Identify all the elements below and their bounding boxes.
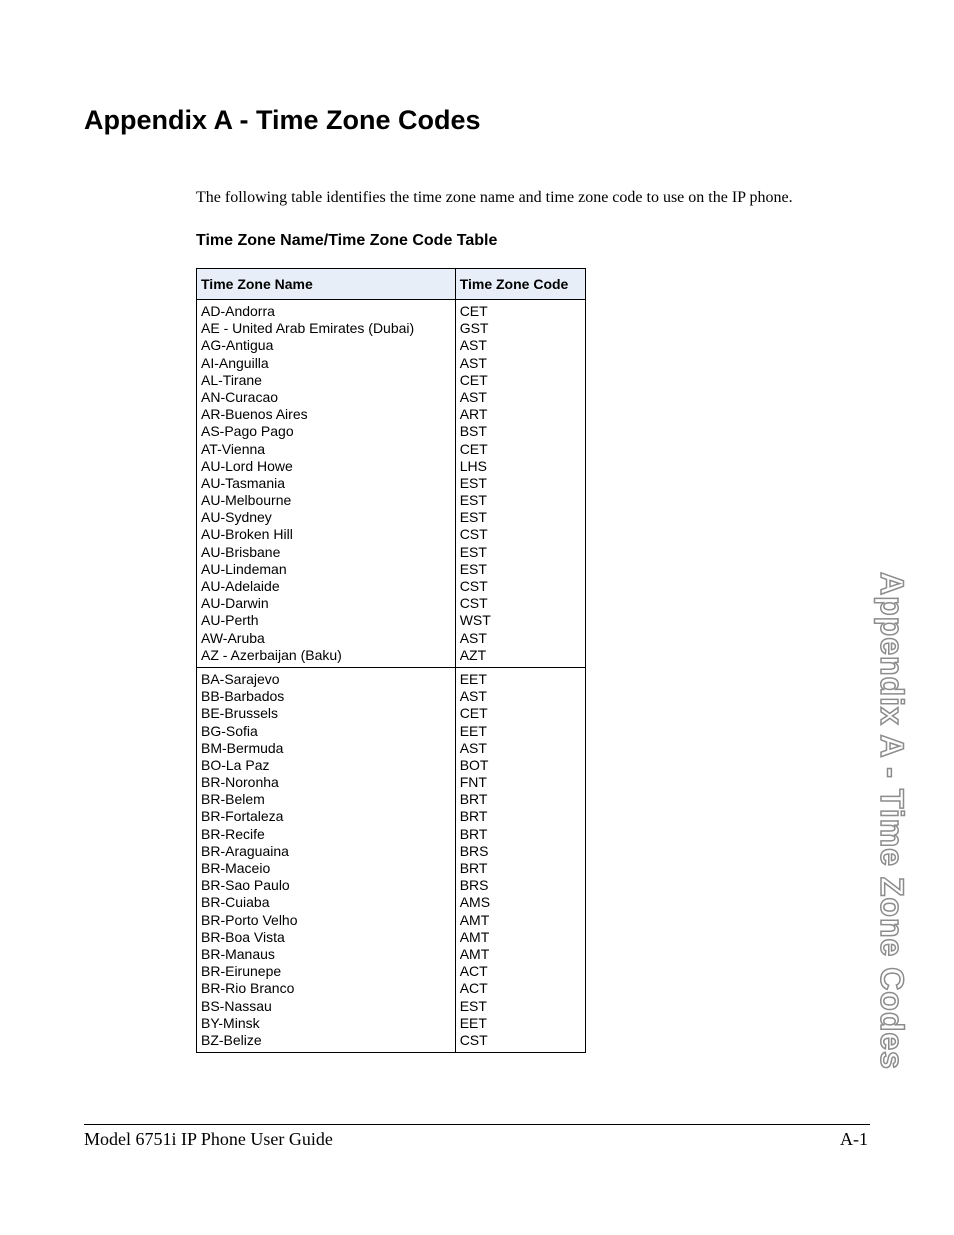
header-time-zone-name: Time Zone Name	[197, 269, 456, 300]
time-zone-name: AN-Curacao	[201, 388, 279, 405]
time-zone-code: CST	[459, 526, 488, 543]
time-zone-name: BR-Fortaleza	[201, 808, 284, 825]
page-title: Appendix A - Time Zone Codes	[84, 105, 481, 135]
time-zone-name: BR-Porto Velho	[201, 911, 298, 928]
time-zone-name: AL-Tirane	[201, 371, 262, 388]
time-zone-code: EET	[459, 1014, 487, 1031]
time-zone-code: CST	[459, 578, 488, 594]
header-time-zone-code: Time Zone Code	[455, 269, 585, 300]
table-header-row	[197, 269, 586, 300]
time-zone-table	[196, 268, 586, 1053]
time-zone-name: AZ - Azerbaijan (Baku)	[201, 646, 342, 663]
time-zone-code: AST	[459, 629, 487, 646]
time-zone-code: AMT	[459, 911, 490, 928]
table-body	[197, 300, 586, 1053]
time-zone-code: BOT	[459, 756, 489, 773]
time-zone-code: EST	[459, 509, 487, 526]
time-zone-code: BRS	[459, 842, 489, 859]
time-zone-name-cell	[197, 667, 456, 1052]
time-zone-code: CST	[459, 595, 488, 612]
intro-paragraph: The following table identifies the time zone name and time zone code to use on the IP phone.	[196, 189, 793, 206]
time-zone-name: AU-Darwin	[201, 595, 269, 612]
time-zone-code: CET	[459, 371, 488, 388]
time-zone-code: FNT	[459, 774, 487, 791]
time-zone-code: EET	[459, 670, 487, 687]
time-zone-name: AS-Pago Pago	[201, 423, 294, 440]
time-zone-name: AU-Adelaide	[201, 578, 280, 594]
time-zone-code: BRT	[459, 808, 488, 825]
time-zone-code: BRT	[459, 825, 488, 842]
time-zone-name: BR-Recife	[201, 825, 265, 842]
time-zone-code: AMT	[459, 928, 490, 945]
time-zone-code: BRT	[459, 791, 488, 808]
time-zone-name: BR-Rio Branco	[201, 980, 295, 997]
time-zone-code: CET	[459, 303, 488, 319]
time-zone-code: AST	[459, 388, 487, 405]
time-zone-name: BZ-Belize	[201, 1031, 262, 1048]
time-zone-name: AU-Broken Hill	[201, 526, 293, 543]
time-zone-name: AU-Lindeman	[201, 560, 287, 577]
time-zone-code: EST	[459, 560, 487, 577]
time-zone-name: AU-Perth	[201, 612, 259, 629]
time-zone-name: BR-Belem	[201, 791, 265, 808]
time-zone-code: CST	[459, 1031, 488, 1048]
time-zone-code: AST	[459, 688, 487, 705]
time-zone-name: AD-Andorra	[201, 303, 275, 319]
time-zone-name: BB-Barbados	[201, 688, 285, 705]
time-zone-name: BR-Sao Paulo	[201, 877, 290, 894]
time-zone-name: AI-Anguilla	[201, 354, 269, 371]
footer-guide-title: Model 6751i IP Phone User Guide	[84, 1129, 333, 1149]
time-zone-code: EST	[459, 543, 487, 560]
time-zone-name: AU-Brisbane	[201, 543, 281, 560]
time-zone-code: WST	[459, 612, 491, 629]
time-zone-code: EST	[459, 492, 487, 509]
time-zone-name: AU-Melbourne	[201, 492, 292, 509]
time-zone-name: BS-Nassau	[201, 997, 272, 1014]
time-zone-code: ART	[459, 406, 488, 423]
time-zone-code: EST	[459, 474, 487, 491]
table-caption: Time Zone Name/Time Zone Code Table	[196, 232, 498, 249]
table-row	[197, 667, 586, 1052]
side-tab-label: Appendix A - Time Zone Codes	[874, 572, 910, 1070]
time-zone-name: AE - United Arab Emirates (Dubai)	[201, 320, 415, 337]
time-zone-code-cell	[455, 667, 585, 1052]
time-zone-code: LHS	[459, 457, 487, 474]
time-zone-name: BR-Manaus	[201, 945, 275, 962]
table-row	[197, 300, 586, 668]
time-zone-code: AST	[459, 739, 487, 756]
time-zone-code: ACT	[459, 980, 488, 997]
time-zone-name: AW-Aruba	[201, 629, 265, 646]
time-zone-code: BST	[459, 423, 487, 440]
time-zone-name: BE-Brussels	[201, 705, 279, 722]
time-zone-code: AST	[459, 337, 487, 354]
time-zone-code: EST	[459, 997, 487, 1014]
time-zone-name: AU-Sydney	[201, 509, 272, 526]
time-zone-code: BRT	[459, 860, 488, 876]
time-zone-name: BG-Sofia	[201, 722, 258, 739]
time-zone-code: EET	[459, 722, 487, 739]
time-zone-name: BM-Bermuda	[201, 739, 284, 756]
time-zone-name-cell	[197, 300, 456, 668]
time-zone-name: BR-Cuiaba	[201, 894, 270, 911]
time-zone-code: BRS	[459, 877, 489, 894]
time-zone-code: CET	[459, 705, 488, 722]
time-zone-code: GST	[459, 320, 489, 337]
time-zone-code: CET	[459, 440, 488, 457]
time-zone-name: AT-Vienna	[201, 440, 266, 457]
time-zone-code-cell	[455, 300, 585, 668]
time-zone-name: AR-Buenos Aires	[201, 406, 308, 423]
time-zone-name: BR-Araguaina	[201, 842, 289, 859]
time-zone-name: BY-Minsk	[201, 1014, 260, 1031]
time-zone-code: AST	[459, 354, 487, 371]
time-zone-name: BR-Noronha	[201, 774, 279, 791]
time-zone-code: AMT	[459, 945, 490, 962]
side-tab	[872, 572, 912, 1112]
time-zone-name: BO-La Paz	[201, 756, 270, 773]
time-zone-code: AMS	[459, 894, 491, 911]
time-zone-name: AU-Lord Howe	[201, 457, 293, 474]
time-zone-name: AG-Antigua	[201, 337, 274, 354]
time-zone-name: BR-Maceio	[201, 860, 271, 876]
time-zone-name: AU-Tasmania	[201, 474, 286, 491]
time-zone-code: AZT	[459, 646, 487, 663]
time-zone-name: BR-Eirunepe	[201, 963, 282, 980]
footer-divider	[84, 1124, 870, 1125]
footer-page-number: A-1	[840, 1129, 868, 1149]
time-zone-code: ACT	[459, 963, 488, 980]
time-zone-name: BA-Sarajevo	[201, 670, 280, 687]
time-zone-name: BR-Boa Vista	[201, 928, 285, 945]
